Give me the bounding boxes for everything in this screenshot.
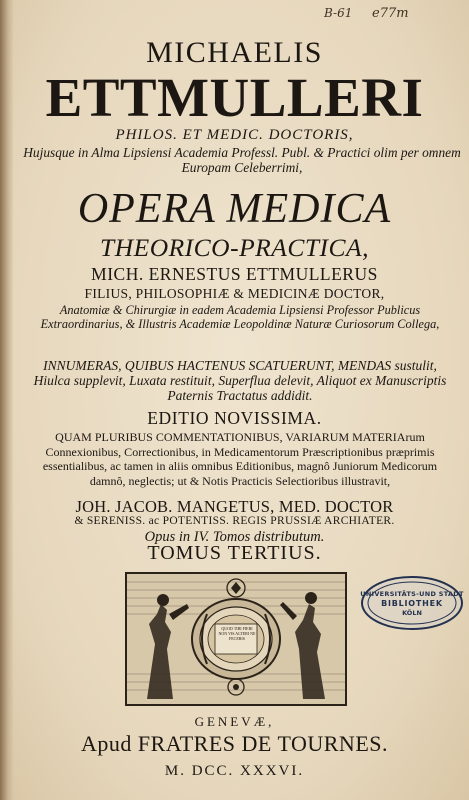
second-editor-title: & SERENISS. ac POTENTISS. REGIS PRUSSIÆ ARCHIATER. xyxy=(74,515,395,527)
stamp-line-2: BIBLIOTHEK xyxy=(381,598,443,608)
printer-name: Apud FRATRES DE TOURNES. xyxy=(80,731,388,756)
publication-date: M. DCC. XXXVI. xyxy=(164,763,305,779)
edition-description: QUAM PLURIBUS COMMENTATIONIBUS, VARIARUM MATERIArum Connexionibus, Correctionibus, in Medicamentorum Præscriptionibus præprimis essentialibus, ac tamen in aliis omnibus Editionibus, magnô Juniorum Medicorum damnô, neglectis; ut & Notis Practicis Selectioribus illustravit, xyxy=(42,430,438,488)
corrections-text: INNUMERAS, QUIBUS HACTENUS SCATUERUNT, MENDAS sustulit, Hiulca supplevit, Luxata restituit, Superflua delevit, Aliquot ex Manuscriptis Paternis Tractatus addidit. xyxy=(33,358,447,403)
edition-heading: EDITIO NOVISSIMA. xyxy=(147,408,322,428)
stamp-line-3: KÖLN xyxy=(402,608,422,617)
handwritten-note: e77m xyxy=(372,6,409,21)
editor-name: MICH. ERNESTUS ETTMULLERUS xyxy=(91,264,378,284)
library-stamp-text xyxy=(360,575,464,631)
printers-device-engraving xyxy=(125,572,347,706)
handwritten-shelfmark: B-61 xyxy=(324,6,353,20)
printer-place: GENEVÆ, xyxy=(194,714,275,729)
volume-heading: TOMUS TERTIUS. xyxy=(147,542,322,564)
editor-title: FILIUS, PHILOSOPHIÆ & MEDICINÆ DOCTOR, xyxy=(84,286,385,301)
fleuron-motto: QUOD TIBI FIERI NON VIS ALTERI NE FECERIS xyxy=(218,626,256,641)
work-subtitle: THEORICO-PRACTICA, xyxy=(100,233,369,262)
stamp-line-1: UNIVERSITÄTS-UND STADT xyxy=(360,589,464,598)
editor-description: Anatomiæ & Chirurgiæ in eadem Academia Lipsiensi Professor Publicus Extraordinarius, & Illustris Academiæ Leopoldinæ Naturæ Curiosorum Collega, xyxy=(40,303,440,331)
author-description: Hujusque in Alma Lipsiensi Academia Professl. Publ. & Practici olim per omnem Europam Celeberrimi, xyxy=(23,145,461,175)
author-title: PHILOS. ET MEDIC. DOCTORIS, xyxy=(115,127,354,143)
author-first-name: MICHAELIS xyxy=(146,36,323,69)
second-editor-name: JOH. JACOB. MANGETUS, MED. DOCTOR xyxy=(75,497,394,516)
author-last-name: ETTMULLERI xyxy=(45,67,424,128)
volumes-note: Opus in IV. Tomos distributum. xyxy=(144,529,325,545)
work-title: OPERA MEDICA xyxy=(77,186,392,232)
